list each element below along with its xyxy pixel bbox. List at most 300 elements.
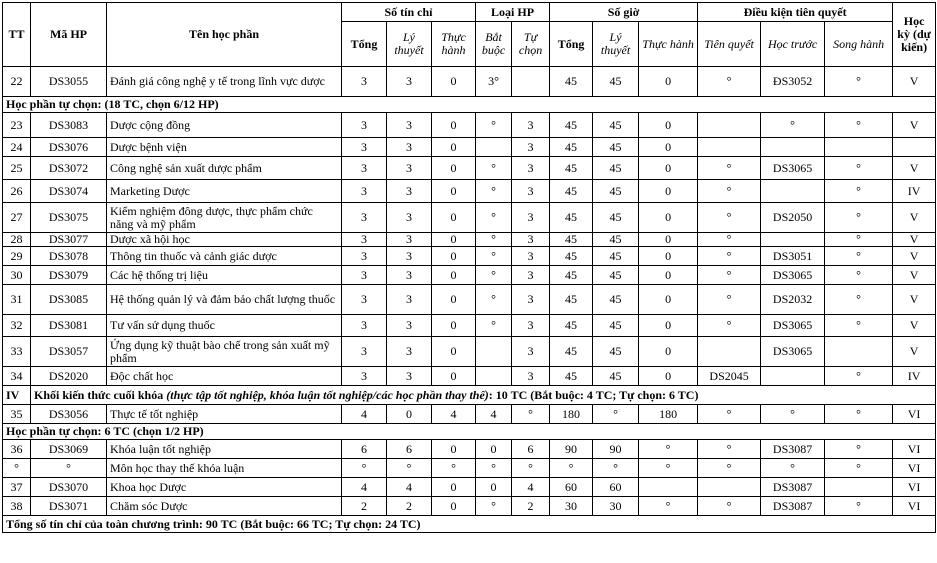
- cell-hoc-truoc: DS3087: [761, 497, 825, 516]
- cell-tt: 28: [3, 233, 31, 247]
- cell-tien-quyet: °: [698, 67, 761, 97]
- table-row: [3, 367, 936, 386]
- cell-song-hanh: °: [825, 266, 893, 285]
- cell-ma-hp: DS3081: [31, 315, 107, 337]
- header-ten-hp: Tên học phần: [107, 3, 342, 67]
- cell-tu-chon: °: [512, 405, 550, 424]
- cell-thuc-hanh-gio: 0: [639, 180, 698, 203]
- cell-ly-thuyet-gio: 45: [593, 315, 639, 337]
- cell-bat-buoc: [476, 337, 512, 367]
- header-so-gio: Số giờ: [550, 3, 698, 22]
- cell-hoc-ky: V: [893, 247, 936, 266]
- cell-ly-thuyet-gio: 45: [593, 337, 639, 367]
- cell-ten-hp: Khóa luận tốt nghiệp: [107, 440, 342, 459]
- cell-ly-thuyet-gio: 45: [593, 157, 639, 180]
- table-row: [3, 180, 936, 203]
- cell-song-hanh: °: [825, 497, 893, 516]
- cell-tt: 24: [3, 138, 31, 157]
- cell-tu-chon: 3: [512, 180, 550, 203]
- cell-hoc-truoc: °: [761, 405, 825, 424]
- cell-song-hanh: °: [825, 367, 893, 386]
- cell-tu-chon: °: [512, 459, 550, 478]
- cell-hoc-ky: IV: [893, 180, 936, 203]
- cell-ly-thuyet: 3: [387, 203, 432, 233]
- cell-thuc-hanh-gio: 0: [639, 203, 698, 233]
- cell-song-hanh: °: [825, 180, 893, 203]
- cell-thuc-hanh: 0: [432, 203, 476, 233]
- cell-tt: 35: [3, 405, 31, 424]
- table-row: [3, 233, 936, 247]
- cell-tu-chon: 3: [512, 315, 550, 337]
- cell-hoc-ky: V: [893, 315, 936, 337]
- cell-bat-buoc: [476, 138, 512, 157]
- cell-tong: 3: [342, 113, 387, 138]
- header-so-tin-chi: Số tín chỉ: [342, 3, 476, 22]
- cell-song-hanh: °: [825, 233, 893, 247]
- cell-hoc-truoc: DS3065: [761, 157, 825, 180]
- cell-ten-hp: Kiểm nghiệm đông dược, thực phẩm chức năng và mỹ phẩm: [107, 203, 342, 233]
- cell-tong-gio: °: [550, 459, 593, 478]
- table-row: [3, 497, 936, 516]
- cell-tt: 37: [3, 478, 31, 497]
- cell-tt: 32: [3, 315, 31, 337]
- cell-thuc-hanh-gio: 0: [639, 157, 698, 180]
- cell-hoc-truoc: °: [761, 459, 825, 478]
- table-row: [3, 459, 936, 478]
- cell-hoc-ky: V: [893, 67, 936, 97]
- cell-tong: 3: [342, 266, 387, 285]
- cell-song-hanh: [825, 478, 893, 497]
- cell-tong: °: [342, 459, 387, 478]
- cell-tt: 38: [3, 497, 31, 516]
- cell-bat-buoc: 0: [476, 440, 512, 459]
- cell-bat-buoc: °: [476, 315, 512, 337]
- cell-ten-hp: Thông tin thuốc và cảnh giác dược: [107, 247, 342, 266]
- header-hoc-ky: Học kỳ (dự kiến): [893, 3, 936, 67]
- cell-tien-quyet: °: [698, 233, 761, 247]
- cell-bat-buoc: 3°: [476, 67, 512, 97]
- cell-ma-hp: DS3077: [31, 233, 107, 247]
- cell-hoc-ky: V: [893, 203, 936, 233]
- cell-song-hanh: °: [825, 157, 893, 180]
- cell-thuc-hanh: 0: [432, 440, 476, 459]
- cell-ly-thuyet-gio: 90: [593, 440, 639, 459]
- cell-thuc-hanh: 0: [432, 138, 476, 157]
- cell-hoc-truoc: DS3065: [761, 337, 825, 367]
- cell-tong-gio: 45: [550, 266, 593, 285]
- cell-thuc-hanh: 0: [432, 233, 476, 247]
- cell-tong: 2: [342, 497, 387, 516]
- cell-hoc-ky: V: [893, 113, 936, 138]
- cell-bat-buoc: [476, 367, 512, 386]
- cell-ly-thuyet: 4: [387, 478, 432, 497]
- cell-tt: 25: [3, 157, 31, 180]
- cell-ten-hp: Khoa học Dược: [107, 478, 342, 497]
- header-tu-chon: Tự chọn: [512, 22, 550, 67]
- cell-hoc-ky: [893, 138, 936, 157]
- header-bat-buoc: Bắt buộc: [476, 22, 512, 67]
- header-loai-hp: Loại HP: [476, 3, 550, 22]
- cell-tien-quyet: °: [698, 459, 761, 478]
- cell-tong: 3: [342, 203, 387, 233]
- cell-tong-gio: 30: [550, 497, 593, 516]
- cell-ten-hp: Môn học thay thế khóa luận: [107, 459, 342, 478]
- section-title: Tổng số tín chỉ của toàn chương trình: 90 TC (Bắt buộc: 66 TC; Tự chọn: 24 TC): [3, 516, 936, 533]
- cell-ten-hp: Ứng dụng kỹ thuật bào chế trong sản xuất mỹ phẩm: [107, 337, 342, 367]
- cell-ly-thuyet-gio: 45: [593, 367, 639, 386]
- cell-bat-buoc: °: [476, 285, 512, 315]
- table-row: [3, 138, 936, 157]
- cell-thuc-hanh-gio: 180: [639, 405, 698, 424]
- cell-tong-gio: 45: [550, 337, 593, 367]
- cell-ma-hp: DS3069: [31, 440, 107, 459]
- cell-tien-quyet: °: [698, 405, 761, 424]
- cell-bat-buoc: °: [476, 203, 512, 233]
- cell-thuc-hanh-gio: 0: [639, 67, 698, 97]
- cell-thuc-hanh: 0: [432, 285, 476, 315]
- cell-song-hanh: °: [825, 440, 893, 459]
- cell-ly-thuyet-gio: 30: [593, 497, 639, 516]
- cell-ma-hp: DS3075: [31, 203, 107, 233]
- cell-hoc-truoc: [761, 367, 825, 386]
- cell-ma-hp: DS3074: [31, 180, 107, 203]
- cell-ten-hp: Công nghệ sản xuất dược phẩm: [107, 157, 342, 180]
- cell-tu-chon: 3: [512, 233, 550, 247]
- cell-tong-gio: 45: [550, 113, 593, 138]
- cell-ten-hp: Dược bệnh viện: [107, 138, 342, 157]
- cell-tong-gio: 45: [550, 233, 593, 247]
- cell-tien-quyet: [698, 337, 761, 367]
- header-thuc-hanh: Thực hành: [432, 22, 476, 67]
- cell-tong-gio: 45: [550, 203, 593, 233]
- cell-ly-thuyet-gio: 45: [593, 180, 639, 203]
- cell-ly-thuyet: 3: [387, 266, 432, 285]
- cell-song-hanh: °: [825, 459, 893, 478]
- cell-ten-hp: Dược cộng đồng: [107, 113, 342, 138]
- cell-ly-thuyet: °: [387, 459, 432, 478]
- cell-thuc-hanh-gio: °: [639, 440, 698, 459]
- cell-tong-gio: 45: [550, 180, 593, 203]
- cell-bat-buoc: °: [476, 247, 512, 266]
- cell-thuc-hanh: °: [432, 459, 476, 478]
- cell-thuc-hanh-gio: 0: [639, 285, 698, 315]
- table-row: [3, 315, 936, 337]
- cell-tong-gio: 45: [550, 138, 593, 157]
- cell-thuc-hanh-gio: 0: [639, 233, 698, 247]
- cell-ly-thuyet: 3: [387, 113, 432, 138]
- cell-ly-thuyet-gio: 45: [593, 138, 639, 157]
- cell-tt: °: [3, 459, 31, 478]
- cell-tt: 26: [3, 180, 31, 203]
- table-row: [3, 337, 936, 367]
- cell-hoc-truoc: DS3065: [761, 266, 825, 285]
- cell-ly-thuyet: 0: [387, 405, 432, 424]
- cell-ten-hp: Thực tế tốt nghiệp: [107, 405, 342, 424]
- cell-ten-hp: Đánh giá công nghệ y tế trong lĩnh vực dược: [107, 67, 342, 97]
- cell-tien-quyet: °: [698, 315, 761, 337]
- cell-hoc-truoc: DS3051: [761, 247, 825, 266]
- cell-ten-hp: Dược xã hội học: [107, 233, 342, 247]
- cell-ma-hp: DS3070: [31, 478, 107, 497]
- cell-tt: 33: [3, 337, 31, 367]
- cell-bat-buoc: °: [476, 459, 512, 478]
- cell-tien-quyet: °: [698, 497, 761, 516]
- cell-tu-chon: 3: [512, 285, 550, 315]
- cell-hoc-truoc: DS3065: [761, 315, 825, 337]
- cell-hoc-ky: V: [893, 285, 936, 315]
- cell-thuc-hanh: 0: [432, 315, 476, 337]
- cell-ly-thuyet: 2: [387, 497, 432, 516]
- cell-hoc-truoc: [761, 138, 825, 157]
- header-ly-thuyet-gio: Lý thuyết: [593, 22, 639, 67]
- cell-tong-gio: 45: [550, 315, 593, 337]
- cell-tien-quyet: °: [698, 266, 761, 285]
- cell-song-hanh: °: [825, 285, 893, 315]
- cell-ly-thuyet-gio: 45: [593, 266, 639, 285]
- table-row: [3, 405, 936, 424]
- cell-thuc-hanh-gio: [639, 478, 698, 497]
- cell-song-hanh: °: [825, 113, 893, 138]
- cell-tong-gio: 45: [550, 285, 593, 315]
- cell-ma-hp: DS3085: [31, 285, 107, 315]
- cell-tong-gio: 180: [550, 405, 593, 424]
- cell-tu-chon: 3: [512, 113, 550, 138]
- cell-tu-chon: 3: [512, 367, 550, 386]
- cell-thuc-hanh: 0: [432, 247, 476, 266]
- cell-tu-chon: 6: [512, 440, 550, 459]
- cell-ma-hp: DS3057: [31, 337, 107, 367]
- cell-ma-hp: DS3055: [31, 67, 107, 97]
- cell-tt: 34: [3, 367, 31, 386]
- cell-tien-quyet: °: [698, 285, 761, 315]
- cell-thuc-hanh-gio: 0: [639, 113, 698, 138]
- cell-ly-thuyet: 3: [387, 180, 432, 203]
- cell-tong: 3: [342, 285, 387, 315]
- cell-tt: 23: [3, 113, 31, 138]
- cell-tong: 3: [342, 337, 387, 367]
- cell-tu-chon: 3: [512, 157, 550, 180]
- cell-tong: 3: [342, 315, 387, 337]
- cell-ma-hp: DS3083: [31, 113, 107, 138]
- cell-ly-thuyet: 3: [387, 157, 432, 180]
- cell-hoc-truoc: ĐS3052: [761, 67, 825, 97]
- cell-tien-quyet: °: [698, 440, 761, 459]
- cell-tong: 3: [342, 138, 387, 157]
- cell-hoc-ky: IV: [893, 367, 936, 386]
- cell-thuc-hanh-gio: 0: [639, 138, 698, 157]
- cell-tong: 3: [342, 157, 387, 180]
- cell-thuc-hanh: 0: [432, 180, 476, 203]
- section-title-note: (thực tập tốt nghiệp, khóa luận tốt nghiệp/các học phần thay thế): [166, 387, 489, 402]
- cell-thuc-hanh-gio: 0: [639, 266, 698, 285]
- cell-ly-thuyet: 3: [387, 367, 432, 386]
- cell-ma-hp: DS3072: [31, 157, 107, 180]
- cell-tong: 3: [342, 233, 387, 247]
- cell-ma-hp: DS2020: [31, 367, 107, 386]
- cell-tien-quyet: DS2045: [698, 367, 761, 386]
- cell-tien-quyet: [698, 138, 761, 157]
- cell-ten-hp: Marketing Dược: [107, 180, 342, 203]
- cell-ten-hp: Các hệ thống trị liệu: [107, 266, 342, 285]
- cell-thuc-hanh-gio: 0: [639, 367, 698, 386]
- cell-song-hanh: °: [825, 247, 893, 266]
- table-row: [3, 440, 936, 459]
- cell-bat-buoc: °: [476, 157, 512, 180]
- cell-ly-thuyet-gio: 45: [593, 203, 639, 233]
- header-tong: Tổng: [342, 22, 387, 67]
- cell-ly-thuyet-gio: 45: [593, 67, 639, 97]
- cell-thuc-hanh-gio: 0: [639, 315, 698, 337]
- header-song-hanh: Song hành: [825, 22, 893, 67]
- cell-thuc-hanh: 0: [432, 337, 476, 367]
- cell-tu-chon: 3: [512, 337, 550, 367]
- header-tong-gio: Tổng: [550, 22, 593, 67]
- cell-song-hanh: °: [825, 405, 893, 424]
- cell-tt: 31: [3, 285, 31, 315]
- cell-ly-thuyet-gio: 45: [593, 285, 639, 315]
- cell-tong: 4: [342, 405, 387, 424]
- table-row: [3, 266, 936, 285]
- section-title-credits: : 10 TC (Bắt buộc: 4 TC; Tự chọn: 6 TC): [488, 387, 699, 402]
- header-tien-quyet: Tiên quyết: [698, 22, 761, 67]
- cell-hoc-truoc: DS3087: [761, 478, 825, 497]
- cell-hoc-ky: VI: [893, 459, 936, 478]
- cell-song-hanh: °: [825, 67, 893, 97]
- cell-ly-thuyet-gio: °: [593, 459, 639, 478]
- section-total: [3, 516, 936, 533]
- cell-song-hanh: [825, 138, 893, 157]
- header-hoc-truoc: Học trước: [761, 22, 825, 67]
- cell-ly-thuyet-gio: 45: [593, 113, 639, 138]
- cell-ly-thuyet: 3: [387, 233, 432, 247]
- cell-hoc-truoc: °: [761, 113, 825, 138]
- cell-tong: 4: [342, 478, 387, 497]
- cell-thuc-hanh-gio: 0: [639, 247, 698, 266]
- cell-ten-hp: Tư vấn sử dụng thuốc: [107, 315, 342, 337]
- cell-tong-gio: 45: [550, 367, 593, 386]
- cell-hoc-ky: VI: [893, 440, 936, 459]
- cell-ly-thuyet-gio: 45: [593, 233, 639, 247]
- table-row: [3, 285, 936, 315]
- cell-thuc-hanh: 0: [432, 497, 476, 516]
- cell-tien-quyet: °: [698, 203, 761, 233]
- cell-tong-gio: 45: [550, 247, 593, 266]
- cell-bat-buoc: °: [476, 180, 512, 203]
- cell-thuc-hanh-gio: 0: [639, 337, 698, 367]
- section-elective-1: [3, 97, 936, 113]
- cell-hoc-ky: VI: [893, 405, 936, 424]
- cell-song-hanh: °: [825, 315, 893, 337]
- cell-bat-buoc: °: [476, 497, 512, 516]
- cell-tong: 6: [342, 440, 387, 459]
- cell-tong: 3: [342, 367, 387, 386]
- cell-thuc-hanh-gio: °: [639, 459, 698, 478]
- cell-thuc-hanh: 0: [432, 67, 476, 97]
- cell-ly-thuyet: 6: [387, 440, 432, 459]
- cell-tong: 3: [342, 180, 387, 203]
- table-row: [3, 203, 936, 233]
- cell-tu-chon: [512, 67, 550, 97]
- cell-ma-hp: °: [31, 459, 107, 478]
- cell-tien-quyet: [698, 113, 761, 138]
- table-row: [3, 67, 936, 97]
- cell-ma-hp: DS3076: [31, 138, 107, 157]
- section-title: Học phần tự chọn: (18 TC, chọn 6/12 HP): [3, 97, 936, 113]
- header-dieu-kien: Điều kiện tiên quyết: [698, 3, 893, 22]
- section-title: Học phần tự chọn: 6 TC (chọn 1/2 HP): [3, 424, 936, 440]
- cell-tu-chon: 4: [512, 478, 550, 497]
- cell-tt: 29: [3, 247, 31, 266]
- cell-hoc-truoc: DS2032: [761, 285, 825, 315]
- curriculum-table: [2, 2, 936, 533]
- cell-ten-hp: Độc chất học: [107, 367, 342, 386]
- cell-thuc-hanh: 4: [432, 405, 476, 424]
- header-ly-thuyet: Lý thuyết: [387, 22, 432, 67]
- cell-tu-chon: 3: [512, 203, 550, 233]
- section-final-block: [3, 386, 936, 405]
- section-title: [31, 386, 936, 405]
- cell-ly-thuyet: 3: [387, 67, 432, 97]
- cell-bat-buoc: °: [476, 266, 512, 285]
- cell-bat-buoc: 4: [476, 405, 512, 424]
- cell-tong-gio: 60: [550, 478, 593, 497]
- cell-hoc-truoc: [761, 180, 825, 203]
- cell-hoc-truoc: [761, 233, 825, 247]
- cell-ma-hp: DS3078: [31, 247, 107, 266]
- table-row: [3, 157, 936, 180]
- cell-ma-hp: DS3079: [31, 266, 107, 285]
- cell-tong-gio: 45: [550, 67, 593, 97]
- section-title-main: Khối kiến thức cuối khóa: [34, 387, 164, 402]
- cell-tt: 27: [3, 203, 31, 233]
- cell-ten-hp: Chăm sóc Dược: [107, 497, 342, 516]
- cell-thuc-hanh-gio: °: [639, 497, 698, 516]
- cell-tu-chon: 2: [512, 497, 550, 516]
- cell-ly-thuyet: 3: [387, 285, 432, 315]
- cell-tu-chon: 3: [512, 266, 550, 285]
- cell-hoc-ky: VI: [893, 497, 936, 516]
- cell-tien-quyet: °: [698, 157, 761, 180]
- cell-ma-hp: DS3071: [31, 497, 107, 516]
- cell-song-hanh: [825, 337, 893, 367]
- cell-tong: 3: [342, 67, 387, 97]
- cell-thuc-hanh: 0: [432, 478, 476, 497]
- cell-bat-buoc: °: [476, 113, 512, 138]
- cell-tong-gio: 45: [550, 157, 593, 180]
- header-thuc-hanh-gio: Thực hành: [639, 22, 698, 67]
- cell-bat-buoc: °: [476, 233, 512, 247]
- cell-hoc-truoc: DS2050: [761, 203, 825, 233]
- cell-tt: 36: [3, 440, 31, 459]
- table-row: [3, 247, 936, 266]
- cell-tong: 3: [342, 247, 387, 266]
- cell-thuc-hanh: 0: [432, 113, 476, 138]
- cell-ly-thuyet: 3: [387, 247, 432, 266]
- cell-tong-gio: 90: [550, 440, 593, 459]
- cell-tien-quyet: [698, 478, 761, 497]
- cell-tt: 30: [3, 266, 31, 285]
- cell-hoc-ky: V: [893, 266, 936, 285]
- cell-thuc-hanh: 0: [432, 157, 476, 180]
- cell-ly-thuyet-gio: °: [593, 405, 639, 424]
- header-ma-hp: Mã HP: [31, 3, 107, 67]
- cell-hoc-ky: VI: [893, 478, 936, 497]
- cell-song-hanh: °: [825, 203, 893, 233]
- table-row: [3, 478, 936, 497]
- cell-hoc-ky: V: [893, 233, 936, 247]
- section-number: IV: [3, 386, 31, 405]
- cell-tu-chon: 3: [512, 138, 550, 157]
